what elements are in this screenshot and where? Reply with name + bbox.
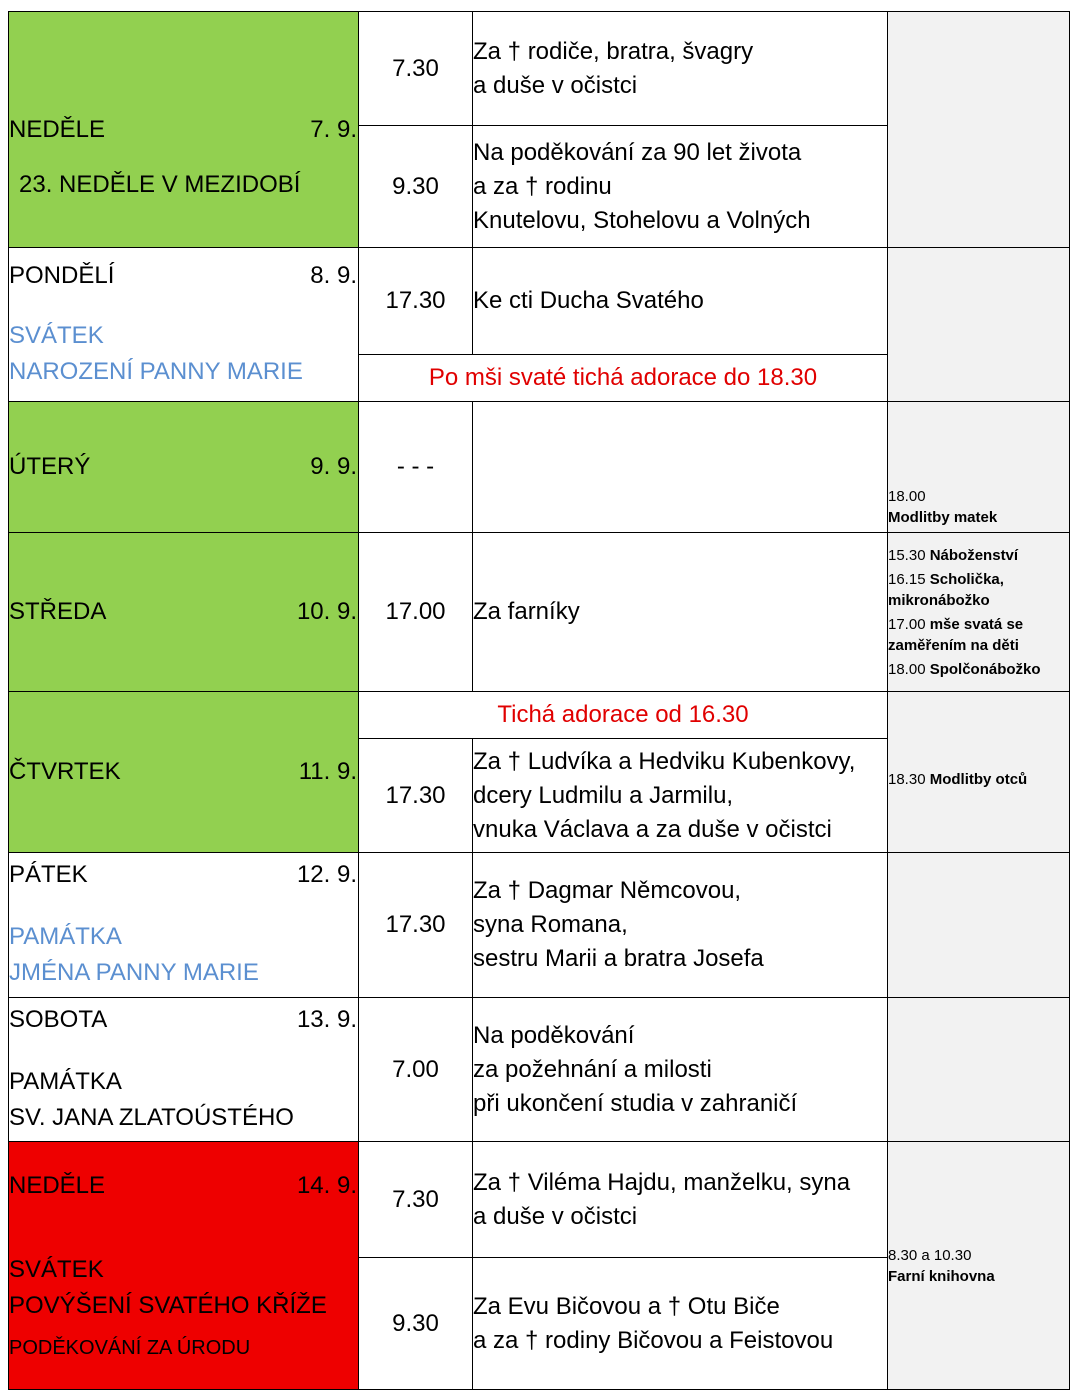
day-cell xyxy=(9,12,359,248)
feast-type: SVÁTEK xyxy=(9,321,104,349)
mass-time: 17.30 xyxy=(359,739,473,853)
day-name: NEDĚLE xyxy=(9,115,106,143)
day-cell xyxy=(9,1142,359,1390)
mass-intention: Za † Ludvíka a Hedviku Kubenkovy, dcery Ludmilu a Jarmilu, vnuka Václava a za duše v očistci xyxy=(473,739,888,853)
mass-schedule-table xyxy=(8,11,1070,1390)
mass-intention xyxy=(473,402,888,533)
schedule-row-thursday xyxy=(9,692,1070,739)
day-date: 11. 9. xyxy=(298,758,357,785)
thanksgiving-note: PODĚKOVÁNÍ ZA ÚRODU xyxy=(9,1336,251,1359)
day-date: 14. 9. xyxy=(296,1171,357,1199)
notes-cell xyxy=(888,402,1070,533)
mass-time: 17.00 xyxy=(359,533,473,692)
day-cell xyxy=(9,533,359,692)
day-date: 10. 9. xyxy=(296,598,357,625)
feast-name: 23. NEDĚLE V MEZIDOBÍ xyxy=(19,171,301,198)
day-date: 13. 9. xyxy=(296,1005,357,1033)
schedule-row-wednesday xyxy=(9,533,1070,692)
adoration-note: Tichá adorace od 16.30 xyxy=(359,692,888,739)
day-date: 9. 9. xyxy=(310,453,357,480)
mass-intention: Na poděkování za požehnání a milosti při ukončení studia v zahraničí xyxy=(473,998,888,1142)
feast-name: POVÝŠENÍ SVATÉHO KŘÍŽE xyxy=(9,1291,327,1319)
mass-intention: Za † Dagmar Němcovou, syna Romana, sestru Marii a bratra Josefa xyxy=(473,853,888,998)
day-date: 7. 9. xyxy=(310,115,357,143)
mass-time: - - - xyxy=(359,402,473,533)
schedule-row-saturday xyxy=(9,998,1070,1142)
notes-cell xyxy=(888,998,1070,1142)
mass-time: 7.00 xyxy=(359,998,473,1142)
day-cell xyxy=(9,998,359,1142)
schedule-row-tuesday xyxy=(9,402,1070,533)
adoration-note: Po mši svaté tichá adorace do 18.30 xyxy=(359,355,888,402)
notes-cell xyxy=(888,853,1070,998)
note-item: 18.30 Modlitby otců xyxy=(888,770,1028,788)
note-text: Farní knihovna xyxy=(888,1267,995,1285)
feast-name: NAROZENÍ PANNY MARIE xyxy=(9,357,303,385)
feast-name: JMÉNA PANNY MARIE xyxy=(9,959,259,986)
note-item: 17.00 mše svatá se zaměřením na děti xyxy=(888,615,1024,654)
note-item: 16.15 Scholička, mikronábožko xyxy=(888,570,1004,609)
day-name: ČTVRTEK xyxy=(9,758,121,785)
mass-intention: Za † Viléma Hajdu, manželku, syna a duše v očistci xyxy=(473,1142,888,1258)
day-name: ÚTERÝ xyxy=(9,453,91,480)
mass-intention: Za † rodiče, bratra, švagry a duše v očistci xyxy=(473,12,888,126)
day-name: NEDĚLE xyxy=(9,1171,106,1199)
day-date: 8. 9. xyxy=(310,261,357,289)
day-name: STŘEDA xyxy=(9,598,107,625)
schedule-row-sunday-14 xyxy=(9,1142,1070,1258)
mass-intention: Na poděkování za 90 let života a za † rodinu Knutelovu, Stohelovu a Volných xyxy=(473,126,888,248)
schedule-row-sunday-7 xyxy=(9,12,1070,126)
mass-time: 17.30 xyxy=(359,853,473,998)
day-name: SOBOTA xyxy=(9,1005,108,1033)
note-time: 8.30 a 10.30 xyxy=(888,1246,972,1264)
mass-time: 9.30 xyxy=(359,126,473,248)
day-cell xyxy=(9,853,359,998)
notes-cell xyxy=(888,692,1070,853)
note-item: 15.30 Náboženství xyxy=(888,546,1019,564)
day-cell xyxy=(9,692,359,853)
note-item: 18.00 Spolčonábožko xyxy=(888,660,1041,678)
mass-time: 7.30 xyxy=(359,1142,473,1258)
feast-name: SV. JANA ZLATOÚSTÉHO xyxy=(9,1103,294,1131)
note-time: 18.00 xyxy=(888,488,926,505)
mass-time: 9.30 xyxy=(359,1258,473,1390)
notes-cell xyxy=(888,248,1070,402)
day-cell xyxy=(9,248,359,402)
feast-type: PAMÁTKA xyxy=(9,1067,122,1095)
day-name: PONDĚLÍ xyxy=(9,261,115,289)
schedule-row-monday xyxy=(9,248,1070,355)
day-name: PÁTEK xyxy=(9,861,88,888)
mass-intention: Za Evu Bičovou a † Otu Biče a za † rodiny Bičovou a Feistovou xyxy=(473,1258,888,1390)
feast-type: SVÁTEK xyxy=(9,1255,104,1283)
mass-intention: Za farníky xyxy=(473,533,888,692)
day-date: 12. 9. xyxy=(296,861,357,888)
mass-time: 7.30 xyxy=(359,12,473,126)
day-cell xyxy=(9,402,359,533)
feast-type: PAMÁTKA xyxy=(9,923,122,950)
schedule-row-friday xyxy=(9,853,1070,998)
mass-time: 17.30 xyxy=(359,248,473,355)
notes-cell xyxy=(888,533,1070,692)
note-text: Modlitby matek xyxy=(888,509,998,526)
notes-cell xyxy=(888,12,1070,248)
notes-cell xyxy=(888,1142,1070,1390)
mass-intention: Ke cti Ducha Svatého xyxy=(473,248,888,355)
